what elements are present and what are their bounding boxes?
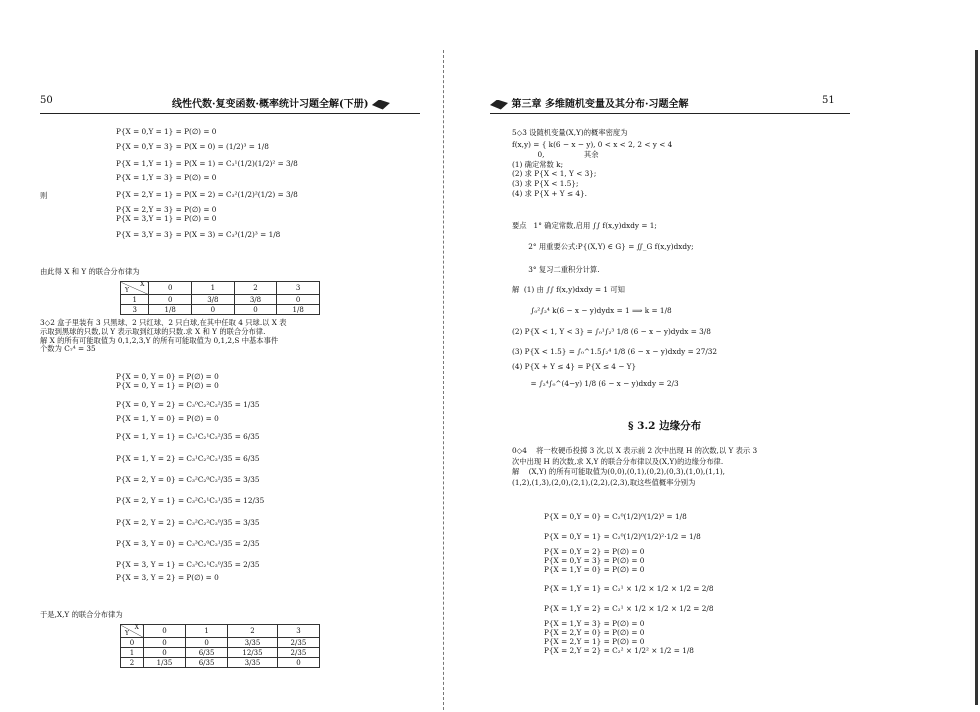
dist3-line: P{X = 2,Y = 0} = P(∅) = 0 bbox=[544, 627, 645, 637]
table-cell: 3/8 bbox=[234, 295, 277, 305]
table-row bbox=[121, 648, 320, 658]
table-cell: 0 bbox=[143, 648, 185, 658]
joint-intro: 由此得 X 和 Y 的联合分布律为 bbox=[40, 267, 140, 276]
dist1-line: P{X = 1,Y = 3} = P(∅) = 0 bbox=[116, 173, 217, 183]
problem-line: (2) 求 P{X < 1, Y < 3}; bbox=[512, 169, 597, 179]
corner-x-label: X bbox=[134, 624, 139, 631]
dist2-line: P{X = 0, Y = 2} = C₃⁰C₂²C₂²/35 = 1/35 bbox=[116, 399, 260, 409]
dist3-line: P{X = 1,Y = 1} = C₂¹ × 1/2 × 1/2 × 1/2 = 2/8 bbox=[544, 583, 714, 593]
solution-line: (3) P{X < 1.5} = ∫₀^1.5∫₂⁴ 1/8 (6 − x − y)dxdy = 27/32 bbox=[512, 347, 718, 357]
corner-y-label: Y bbox=[125, 287, 129, 294]
table-cell: 1/8 bbox=[149, 305, 192, 315]
right-running-header-text: 第三章 多维随机变量及其分布·习题全解 bbox=[511, 99, 689, 110]
page-gutter bbox=[443, 50, 444, 710]
col-header: 2 bbox=[234, 282, 277, 295]
col-header: 3 bbox=[277, 625, 319, 638]
dist3-line: P{X = 1,Y = 0} = P(∅) = 0 bbox=[544, 565, 645, 575]
col-header: 0 bbox=[149, 282, 192, 295]
col-header: 3 bbox=[277, 282, 320, 295]
dist1-line: P{X = 3,Y = 1} = P(∅) = 0 bbox=[116, 213, 217, 223]
solution-line: = ∫₂⁴∫₀^(4−y) 1/8 (6 − x − y)dxdy = 2/3 bbox=[512, 378, 679, 388]
right-running-header bbox=[490, 95, 688, 110]
table-cell: 6/35 bbox=[186, 648, 228, 658]
dist2-line: P{X = 3, Y = 2} = P(∅) = 0 bbox=[116, 572, 219, 582]
dist1-line: P{X = 2,Y = 3} = P(∅) = 0 bbox=[116, 204, 217, 214]
book-logo-icon bbox=[490, 100, 508, 110]
dist2-line: P{X = 0, Y = 0} = P(∅) = 0 bbox=[116, 372, 219, 381]
problem-line: 个数为 C₇⁴ = 35 bbox=[40, 344, 96, 354]
left-page bbox=[0, 0, 440, 712]
key-points bbox=[512, 222, 694, 274]
row-header: 2 bbox=[121, 658, 144, 668]
dist1-line: P{X = 3,Y = 3} = P(X = 3) = C₃³(1/2)³ = 1/8 bbox=[116, 230, 281, 240]
dist3-line: P{X = 0,Y = 0} = C₂⁰(1/2)⁰(1/2)³ = 1/8 bbox=[544, 512, 687, 521]
problem-line: 3◇2 盒子里装有 3 只黑球、2 只红球、2 只白球,在其中任取 4 只球.以 X 表 bbox=[40, 318, 287, 327]
ze-label: 则 bbox=[40, 191, 48, 200]
right-header-rule bbox=[490, 113, 850, 114]
row-header: 1 bbox=[121, 648, 144, 658]
col-header: 1 bbox=[186, 625, 228, 638]
table-cell: 0 bbox=[277, 658, 319, 668]
col-header: 0 bbox=[143, 625, 185, 638]
dist2-line: P{X = 2, Y = 2} = C₃²C₂²C₂⁰/35 = 3/35 bbox=[116, 517, 260, 527]
solution-line: ∫₀²∫₂⁴ k(6 − x − y)dydx = 1 ⟹ k = 1/8 bbox=[512, 305, 672, 315]
corner-x-label: X bbox=[140, 281, 145, 288]
table-cell: 0 bbox=[149, 295, 192, 305]
dist2-line: P{X = 2, Y = 1} = C₃²C₂¹C₂¹/35 = 12/35 bbox=[116, 496, 265, 506]
dist2-line: P{X = 1, Y = 0} = P(∅) = 0 bbox=[116, 413, 219, 423]
dist3-line: P{X = 2,Y = 2} = C₂² × 1/2² × 1/2 = 1/8 bbox=[544, 646, 694, 656]
problem-0-4 bbox=[512, 446, 952, 488]
dist2-line: P{X = 0, Y = 1} = P(∅) = 0 bbox=[116, 381, 219, 391]
solution-line: (2) P{X < 1, Y < 3} = ∫₀¹∫₂³ 1/8 (6 − x − y)dydx = 3/8 bbox=[512, 326, 711, 336]
problem-3-2 bbox=[40, 319, 430, 354]
right-page bbox=[470, 0, 970, 712]
problem-5-3 bbox=[512, 128, 672, 199]
left-running-header bbox=[172, 95, 390, 110]
col-header: 2 bbox=[228, 625, 278, 638]
dist1-block bbox=[116, 128, 298, 240]
row-header: 1 bbox=[121, 295, 149, 305]
problem-line: f(x,y) = { k(6 − x − y), 0 < x < 2, 2 < y < 4 bbox=[512, 139, 673, 149]
dist3-line: P{X = 0,Y = 3} = P(∅) = 0 bbox=[544, 556, 645, 566]
solution-5-3 bbox=[512, 286, 717, 389]
problem-line: (1,2),(1,3),(2,0),(2,1),(2,2),(2,3),取这些值概率分别为 bbox=[512, 477, 696, 487]
dist3-block bbox=[544, 512, 714, 655]
table-cell: 1/8 bbox=[277, 305, 320, 315]
table-corner bbox=[121, 282, 149, 295]
dist3-line: P{X = 1,Y = 2} = C₂¹ × 1/2 × 1/2 × 1/2 = 2/8 bbox=[544, 603, 714, 613]
problem-line: (1) 确定常数 k; bbox=[512, 159, 564, 169]
joint-table-1 bbox=[120, 281, 320, 315]
table-cell: 12/35 bbox=[228, 648, 278, 658]
dist1-line: P{X = 0,Y = 3} = P(X = 0) = (1/2)³ = 1/8 bbox=[116, 141, 269, 151]
key-point-line: 2° 用重要公式:P{(X,Y) ∈ G} = ∬_G f(x,y)dxdy; bbox=[512, 241, 694, 251]
dist2-line: P{X = 3, Y = 1} = C₃³C₂¹C₂⁰/35 = 2/35 bbox=[116, 560, 260, 570]
problem-line: 5◇3 设随机变量(X,Y)的概率密度为 bbox=[512, 128, 628, 137]
dist1-line: P{X = 1,Y = 1} = P(X = 1) = C₃¹(1/2)(1/2)² = 3/8 bbox=[116, 158, 298, 168]
joint-table-2 bbox=[120, 624, 320, 668]
col-header: 1 bbox=[192, 282, 235, 295]
right-page-number: 51 bbox=[822, 95, 835, 106]
dist2-line: P{X = 2, Y = 0} = C₃²C₂⁰C₂²/35 = 3/35 bbox=[116, 474, 260, 484]
left-page-number: 50 bbox=[40, 95, 53, 106]
table-cell: 3/35 bbox=[228, 658, 278, 668]
joint-intro-2: 于是,X,Y 的联合分布律为 bbox=[40, 610, 123, 619]
solution-line: (4) P{X + Y ≤ 4} = P{X ≤ 4 − Y} bbox=[512, 362, 637, 371]
table-cell: 0 bbox=[143, 638, 185, 648]
left-header-rule bbox=[40, 113, 420, 114]
dist1-line: P{X = 0,Y = 1} = P(∅) = 0 bbox=[116, 127, 217, 136]
dist2-line: P{X = 3, Y = 0} = C₃³C₂⁰C₂¹/35 = 2/35 bbox=[116, 538, 260, 548]
problem-line: (3) 求 P{X < 1.5}; bbox=[512, 179, 579, 189]
dist2-line: P{X = 1, Y = 1} = C₃¹C₂¹C₂²/35 = 6/35 bbox=[116, 432, 260, 442]
table-cell: 3/35 bbox=[228, 638, 278, 648]
table-cell: 0 bbox=[192, 305, 235, 315]
section-title: § 3.2 边缘分布 bbox=[628, 420, 702, 432]
corner-y-label: Y bbox=[125, 630, 129, 637]
table-row bbox=[121, 295, 320, 305]
table-cell: 3/8 bbox=[192, 295, 235, 305]
problem-line: 次中出现 H 的次数,求 X,Y 的联合分布律以及(X,Y)的边缘分布律. bbox=[512, 456, 724, 466]
key-point-line: 要点 1° 确定常数,启用 ∫∫ f(x,y)dxdy = 1; bbox=[512, 221, 657, 230]
dist3-line: P{X = 1,Y = 3} = P(∅) = 0 bbox=[544, 618, 645, 628]
problem-line: 0, 其余 bbox=[512, 149, 599, 159]
table-cell: 0 bbox=[277, 295, 320, 305]
table-cell: 0 bbox=[186, 638, 228, 648]
table-cell: 6/35 bbox=[186, 658, 228, 668]
row-header: 0 bbox=[121, 638, 144, 648]
dist3-line: P{X = 2,Y = 1} = P(∅) = 0 bbox=[544, 636, 645, 646]
table-row bbox=[121, 305, 320, 315]
problem-line: 示取到黑球的只数,以 Y 表示取到红球的只数.求 X 和 Y 的联合分布律. bbox=[40, 326, 266, 336]
problem-line: 解 (X,Y) 的所有可能取值为(0,0),(0,1),(0,2),(0,3),(1,0),(1,1), bbox=[512, 467, 725, 477]
table-cell: 2/35 bbox=[277, 648, 319, 658]
table-cell: 1/35 bbox=[143, 658, 185, 668]
table-row bbox=[121, 638, 320, 648]
table-row bbox=[121, 658, 320, 668]
solution-line: 解 (1) 由 ∫∫ f(x,y)dxdy = 1 可知 bbox=[512, 285, 625, 294]
dist3-line: P{X = 0,Y = 2} = P(∅) = 0 bbox=[544, 547, 645, 557]
dist2-block bbox=[116, 372, 264, 582]
problem-line: 解 X 的所有可能取值为 0,1,2,3,Y 的所有可能取值为 0,1,2,S 中基本事件 bbox=[40, 335, 279, 345]
key-point-line: 3° 复习二重积分计算. bbox=[512, 264, 600, 274]
dist1-line: P{X = 2,Y = 1} = P(X = 2) = C₃²(1/2)²(1/2) = 3/8 bbox=[116, 190, 298, 199]
table-cell: 0 bbox=[234, 305, 277, 315]
book-logo-icon bbox=[372, 100, 390, 110]
table-corner bbox=[121, 625, 144, 638]
problem-line: 0◇4 将一枚硬币投掷 3 次,以 X 表示前 2 次中出现 H 的次数,以 Y 表示 3 bbox=[512, 446, 758, 455]
dist2-line: P{X = 1, Y = 2} = C₃¹C₂²C₂¹/35 = 6/35 bbox=[116, 453, 260, 463]
row-header: 3 bbox=[121, 305, 149, 315]
table-cell: 2/35 bbox=[277, 638, 319, 648]
left-running-header-text: 线性代数·复变函数·概率统计习题全解(下册) bbox=[172, 99, 369, 110]
dist3-line: P{X = 0,Y = 1} = C₂⁰(1/2)⁰(1/2)²·1/2 = 1/8 bbox=[544, 532, 701, 542]
problem-line: (4) 求 P{X + Y ≤ 4}. bbox=[512, 189, 587, 199]
right-binding-edge bbox=[975, 50, 978, 705]
